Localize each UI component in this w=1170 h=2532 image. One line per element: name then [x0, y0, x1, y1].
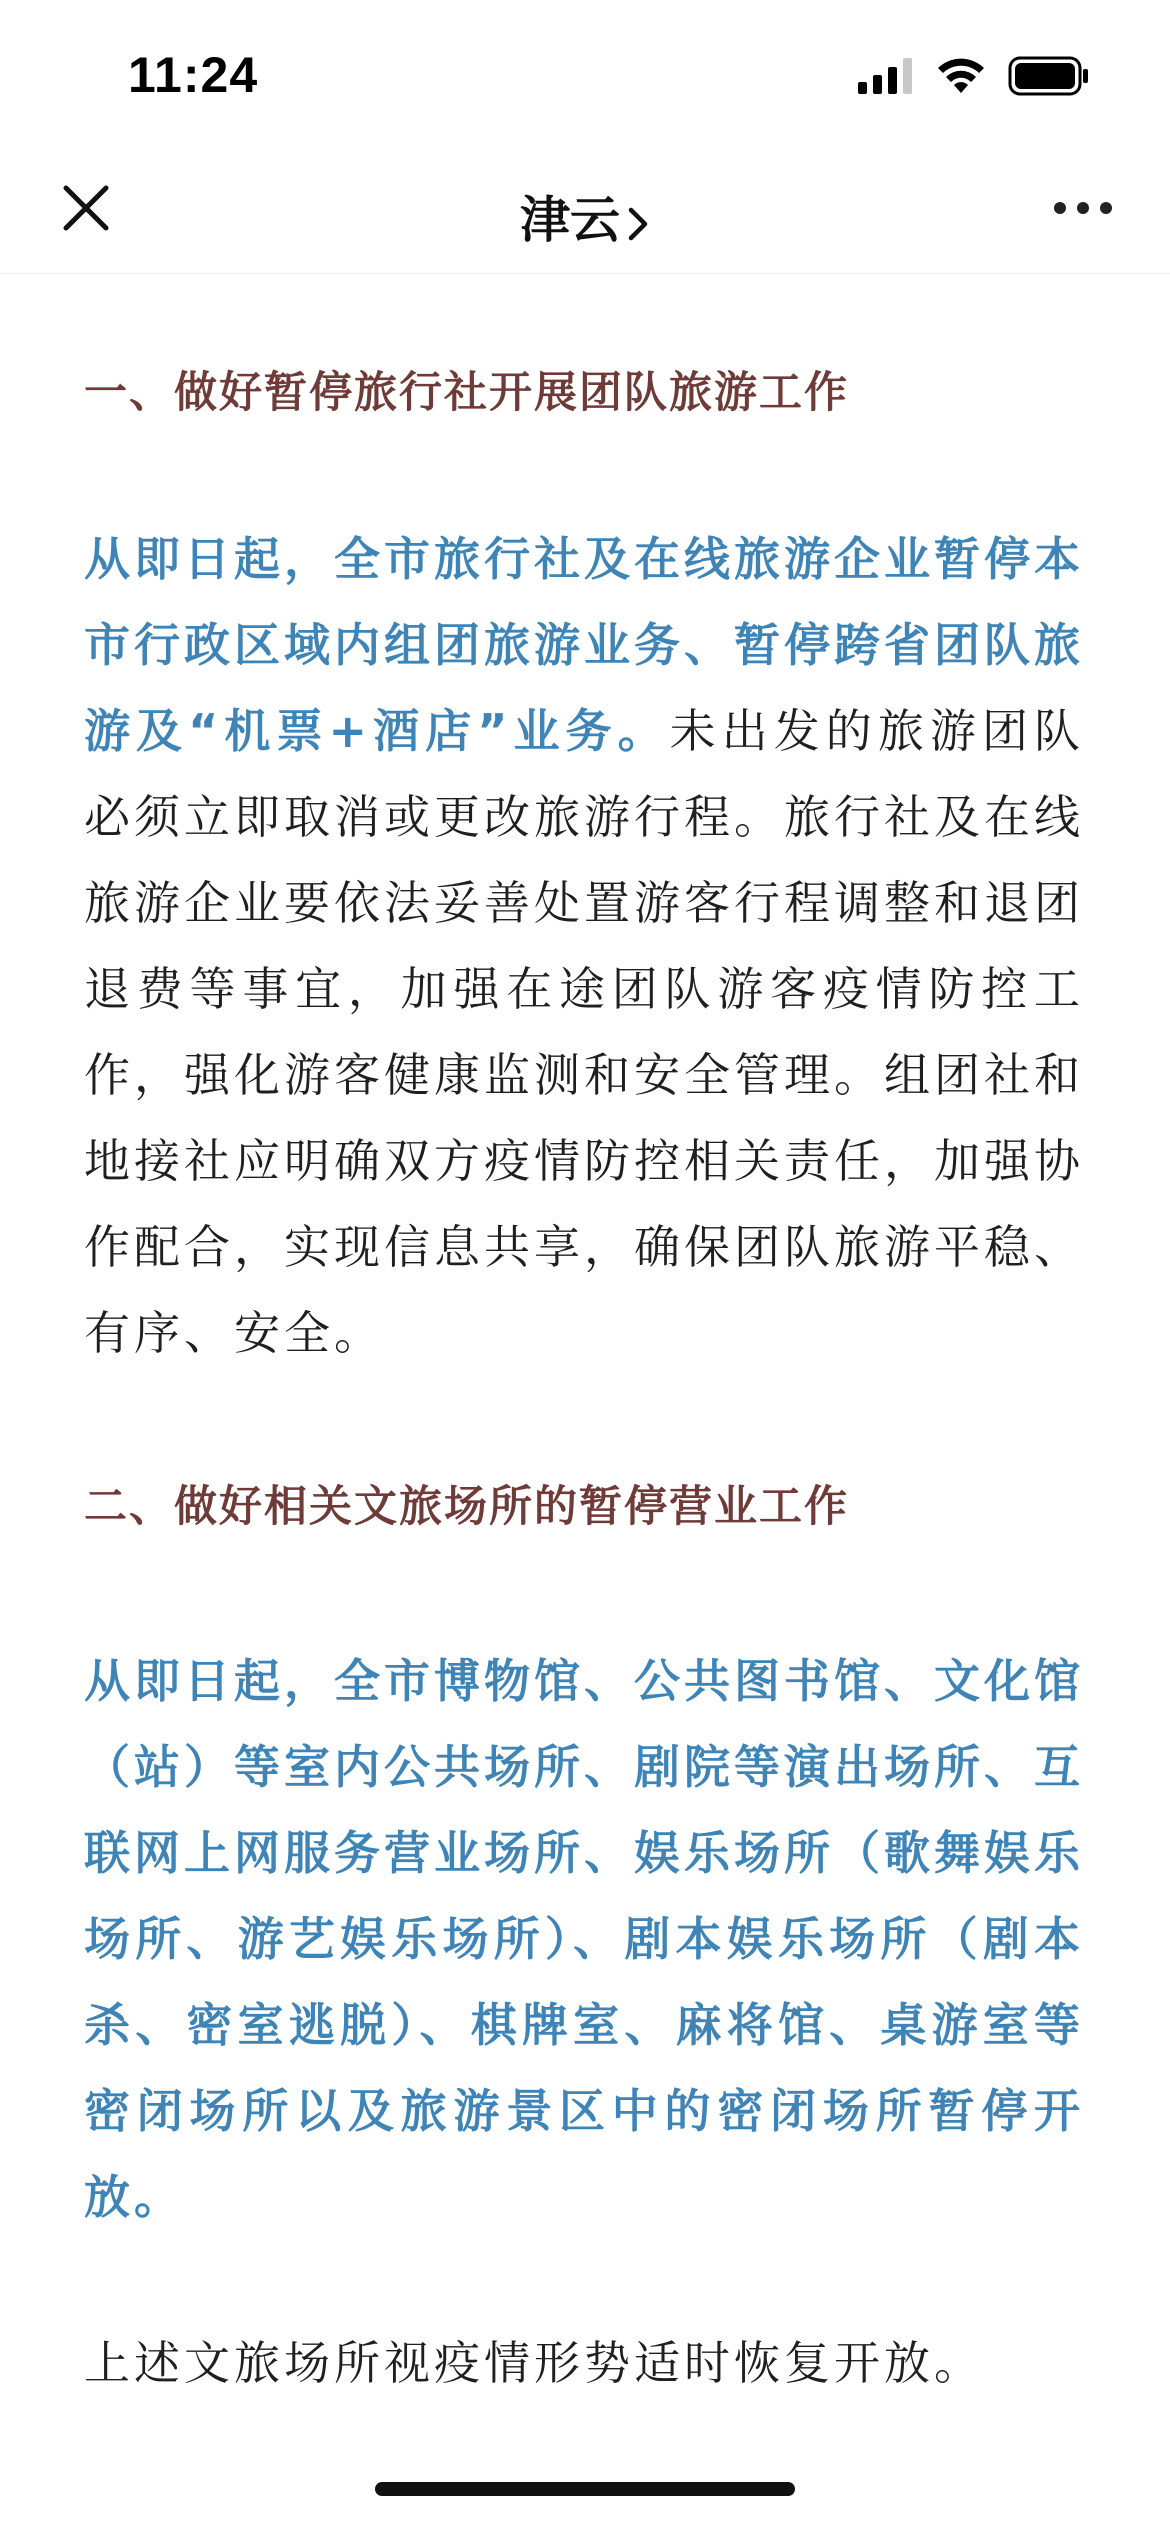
- status-time: 11:24: [128, 47, 259, 103]
- status-icons: [858, 54, 1090, 98]
- wifi-icon: [936, 57, 986, 95]
- section-2-highlight: 从即日起，全市博物馆、公共图书馆、文化馆（站）等室内公共场所、剧院等演出场所、互联网上网服务营业场所、娱乐场所（歌舞娱乐场所、游艺娱乐场所）、剧本娱乐场所（剧本杀、密室逃脱）、棋牌室、麻将馆、桌游室等密闭场所以及旅游景区中的密闭场所暂停开放。: [84, 1654, 1084, 2224]
- article-body: [84, 274, 1084, 2406]
- more-icon[interactable]: [1054, 198, 1112, 218]
- section-1-highlight: 从即日起，全市旅行社及在线旅游企业暂停本市行政区域内组团旅游业务、暂停跨省团队旅游及“机票+酒店”业务。: [84, 532, 1084, 758]
- section-1-heading: 一、做好暂停旅行社开展团队旅游工作: [84, 368, 849, 418]
- section-2-heading: 二、做好相关文旅场所的暂停营业工作: [84, 1482, 849, 1532]
- cellular-signal-icon: [858, 58, 914, 94]
- section-1-paragraph: [84, 516, 1084, 1376]
- battery-icon: [1008, 56, 1090, 96]
- section-2-paragraph: [84, 1638, 1084, 2240]
- account-name: 津云: [520, 191, 620, 249]
- chevron-right-icon: [626, 204, 650, 244]
- nav-bar: [0, 140, 1170, 274]
- closing-paragraph: 上述文旅场所视疫情形势适时恢复开放。: [84, 2336, 984, 2390]
- home-indicator[interactable]: [375, 2482, 795, 2496]
- status-bar: [0, 0, 1170, 140]
- section-1-body: 未出发的旅游团队必须立即取消或更改旅游行程。旅行社及在线旅游企业要依法妥善处置游客行程调整和退团退费等事宜，加强在途团队游客疫情防控工作，强化游客健康监测和安全管理。组团社和地接社应明确双方疫情防控相关责任，加强协作配合，实现信息共享，确保团队旅游平稳、有序、安全。: [84, 704, 1085, 1360]
- account-title-link[interactable]: [0, 180, 1170, 252]
